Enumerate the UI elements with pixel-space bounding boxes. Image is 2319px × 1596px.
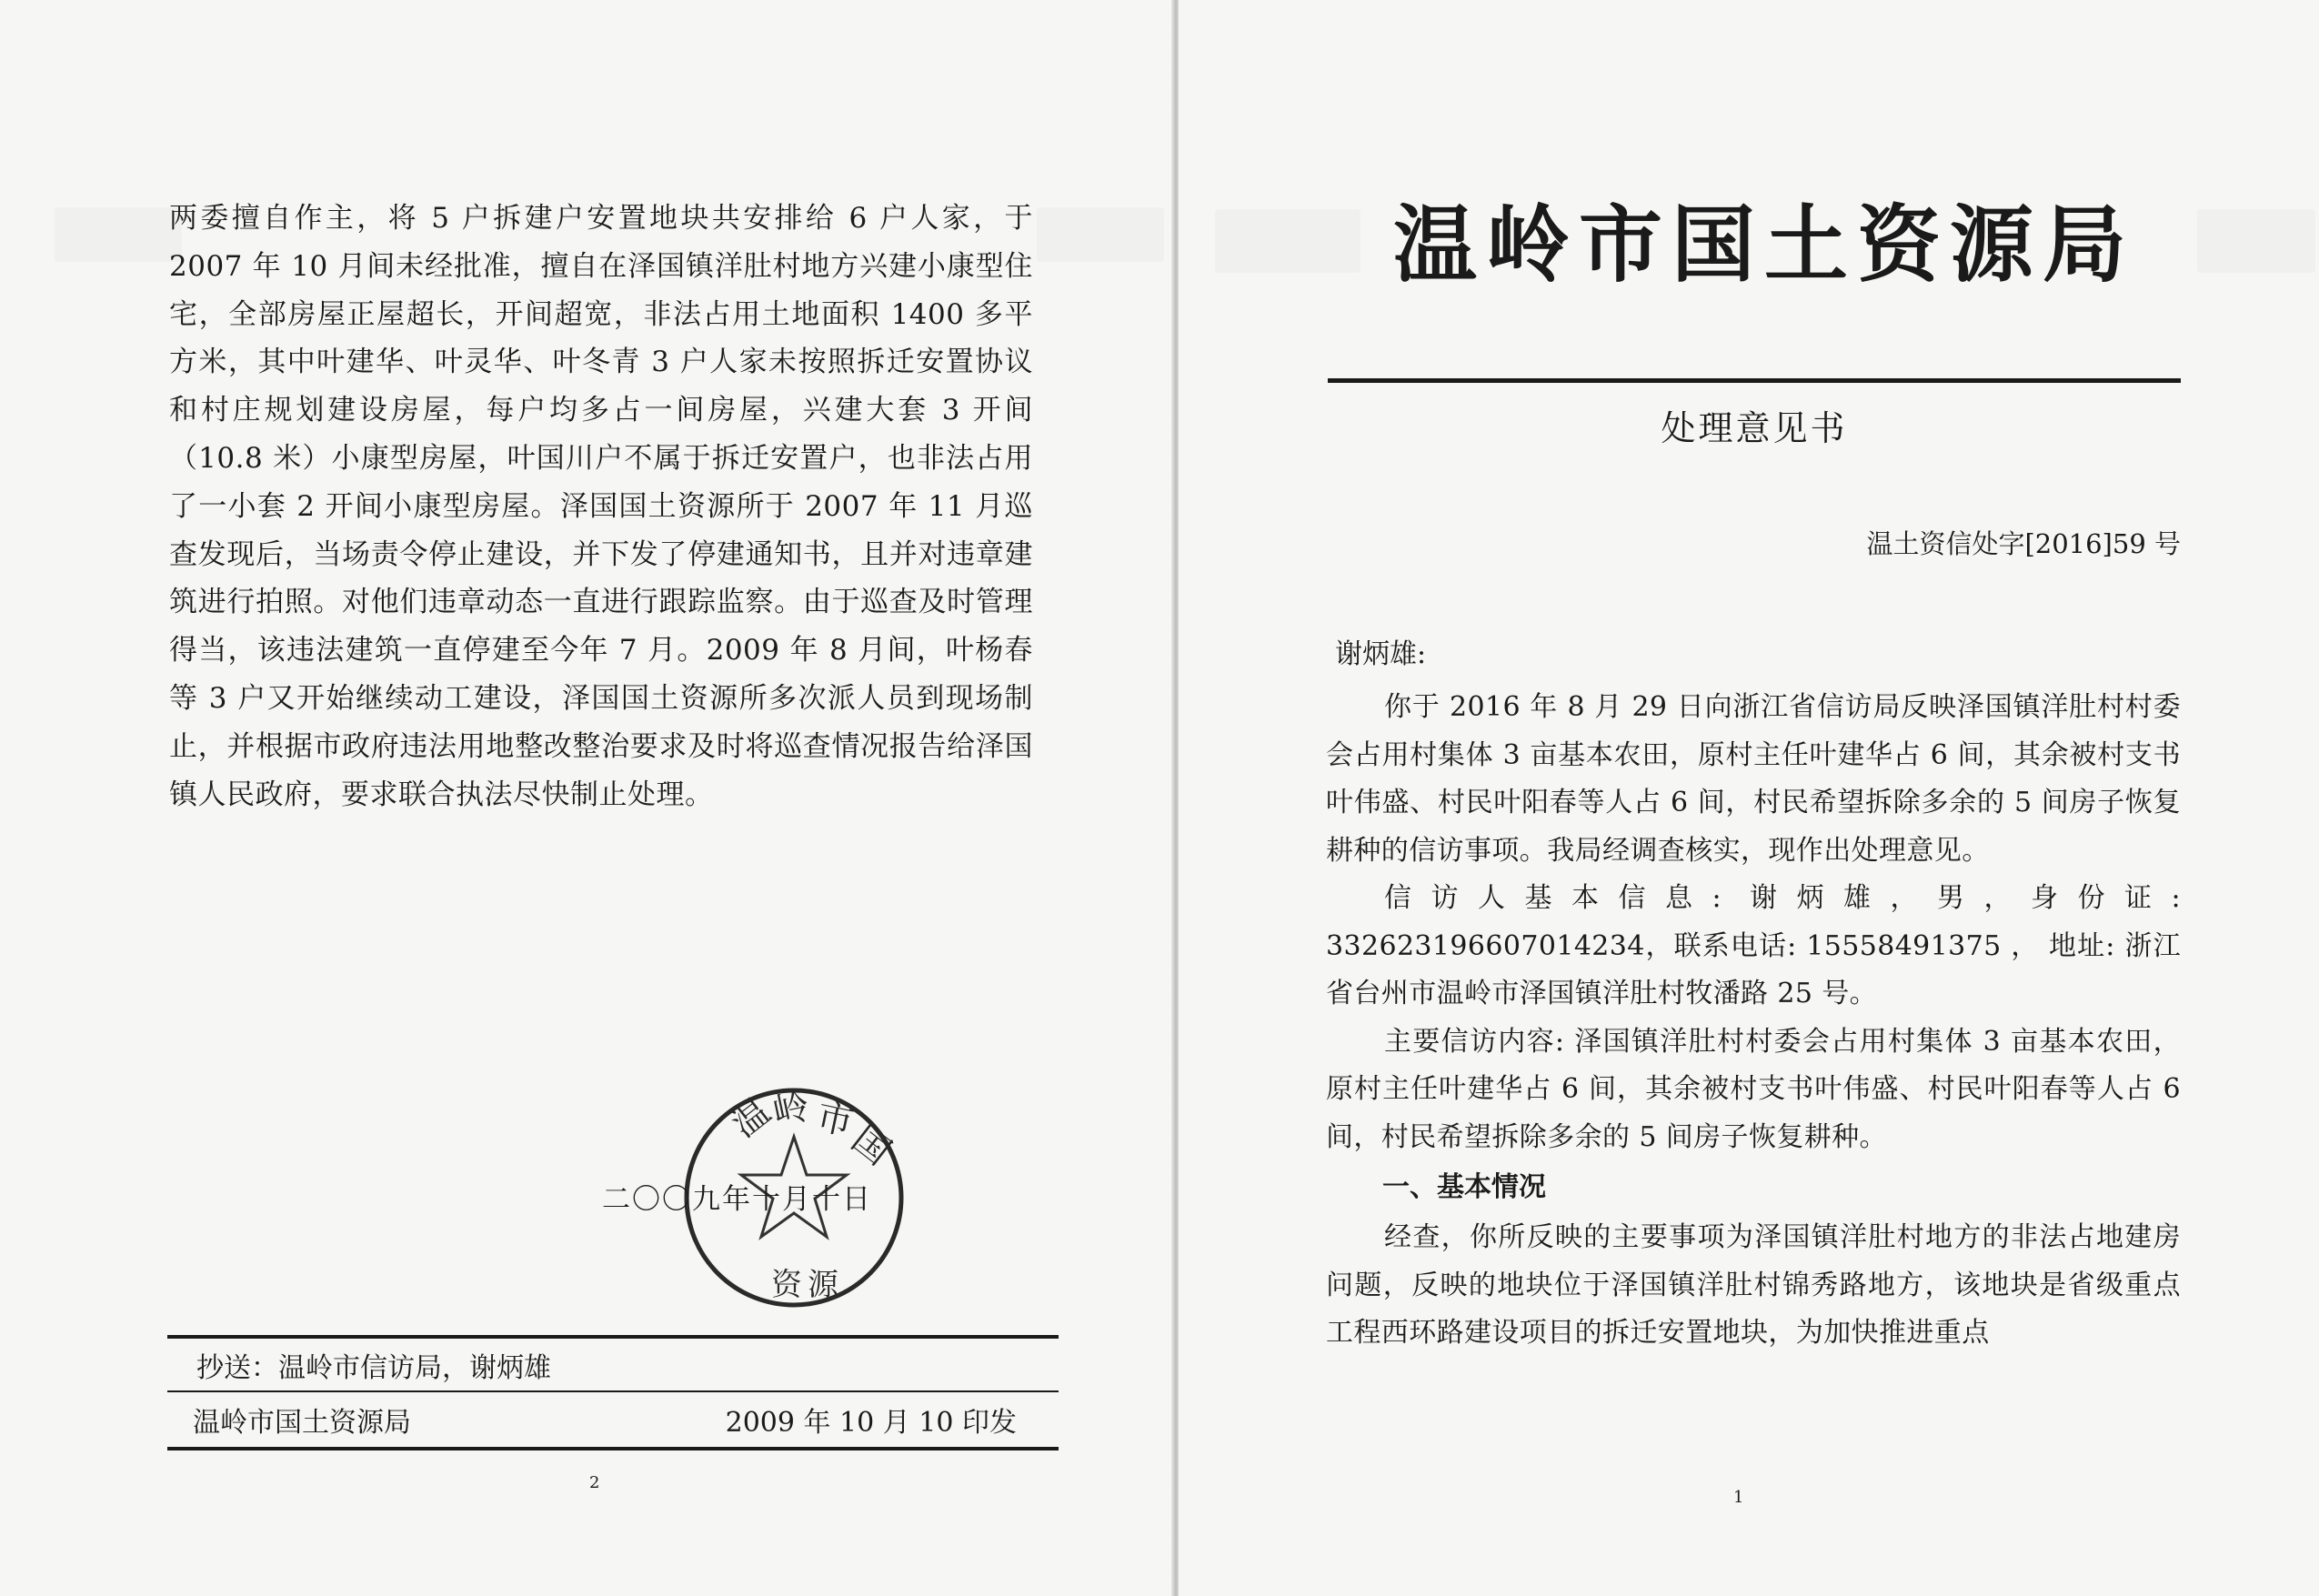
divider bbox=[167, 1447, 1059, 1450]
document-number: 温土资信处字[2016]59 号 bbox=[1866, 528, 2181, 559]
svg-text:岭: 岭 bbox=[768, 1085, 814, 1134]
svg-text:资: 资 bbox=[771, 1267, 802, 1303]
document-title: 处理意见书 bbox=[1661, 408, 1848, 448]
issuance-line bbox=[167, 1392, 1059, 1447]
body-paragraph: 你于 2016 年 8 月 29 日向浙江省信访局反映泽国镇洋肚村村委会占用村集体 3 亩基本农田，原村主任叶建华占 6 间，其余被村支书叶伟盛、村民叶阳春等人占 6 间，村民希望拆除多余的 5 间房子恢复耕种的信访事项。我局经调查核实，现作出处理意见。 bbox=[1326, 691, 2181, 867]
addressee: 谢炳雄: bbox=[1335, 638, 1427, 670]
body-paragraph: 主要信访内容: 泽国镇洋肚村村委会占用村集体 3 亩基本农田，原村主任叶建华占 6 间，其余被村支书叶伟盛、村民叶阳春等人占 6 间，村民希望拆除多余的 5 间房子恢复耕种。 bbox=[1326, 1025, 2181, 1153]
page-number: 1 bbox=[1733, 1488, 1744, 1507]
svg-text:市: 市 bbox=[812, 1095, 858, 1145]
header-rule bbox=[1328, 378, 2181, 383]
body-paragraph: 经查，你所反映的主要事项为泽国镇洋肚村地方的非法占地建房问题，反映的地块位于泽国镇洋肚村锦秀路地方，该地块是省级重点工程西环路建设项目的拆迁安置地块，为加快推进重点 bbox=[1326, 1221, 2181, 1349]
svg-text:国: 国 bbox=[843, 1118, 898, 1174]
left-body-paragraph: 两委擅自作主，将 5 户拆建户安置地块共安排给 6 户人家，于 2007 年 10 月间未经批准，擅自在泽国镇洋肚村地方兴建小康型住宅，全部房屋正屋超长，开间超宽，非法占用土地面积 1400 多平方米，其中叶建华、叶灵华、叶冬青 3 户人家未按照拆迁安置协议和村庄规划建设房屋，每户均多占一间房屋，兴建大套 3 开间（10.8 米）小康型房屋，叶国川户不属于拆迁安置户，也非法占用了一小套 2 开间小康型房屋。泽国国土资源所于 2007 年 11 月巡查发现后，当场责令停止建设，并下发了停建通知书，且并对违章建筑进行拍照。对他们违章动态一直进行跟踪监察。由于巡查及时管理得当，该违法建筑一直停建至今年 7 月。2009 年 8 月间，叶杨春等 3 户又开始继续动工建设，泽国国土资源所多次派人员到现场制止，并根据市政府违法用地整改整治要求及时将巡查情况报告给泽国镇人民政府，要求联合执法尽快制止处理。 bbox=[169, 202, 1033, 811]
left-body-text-block bbox=[169, 195, 1033, 818]
page-number: 2 bbox=[589, 1473, 600, 1492]
right-body-text-block bbox=[1326, 684, 2181, 1358]
print-date: 2009 年 10 月 10 印发 bbox=[725, 1407, 1017, 1439]
distribution-block bbox=[167, 1335, 1059, 1450]
document-date: 二〇〇九年十月十日 bbox=[602, 1183, 872, 1216]
svg-text:温: 温 bbox=[723, 1090, 778, 1146]
svg-text:源: 源 bbox=[808, 1267, 838, 1303]
cc-recipients: 抄送：温岭市信访局，谢炳雄 bbox=[196, 1351, 551, 1384]
body-paragraph: 信访人基本信息: 谢炳雄，男，身份证: 332623196607014234，联系电话: 15558491375 ， 地址: 浙江省台州市温岭市泽国镇洋肚村牧潘路 25 号。 bbox=[1326, 882, 2181, 1009]
organization-title: 温岭市国土资源局 bbox=[1392, 196, 2135, 294]
issuing-office: 温岭市国土资源局 bbox=[193, 1407, 411, 1439]
section-heading: 一、基本情况 bbox=[1382, 1171, 1546, 1203]
